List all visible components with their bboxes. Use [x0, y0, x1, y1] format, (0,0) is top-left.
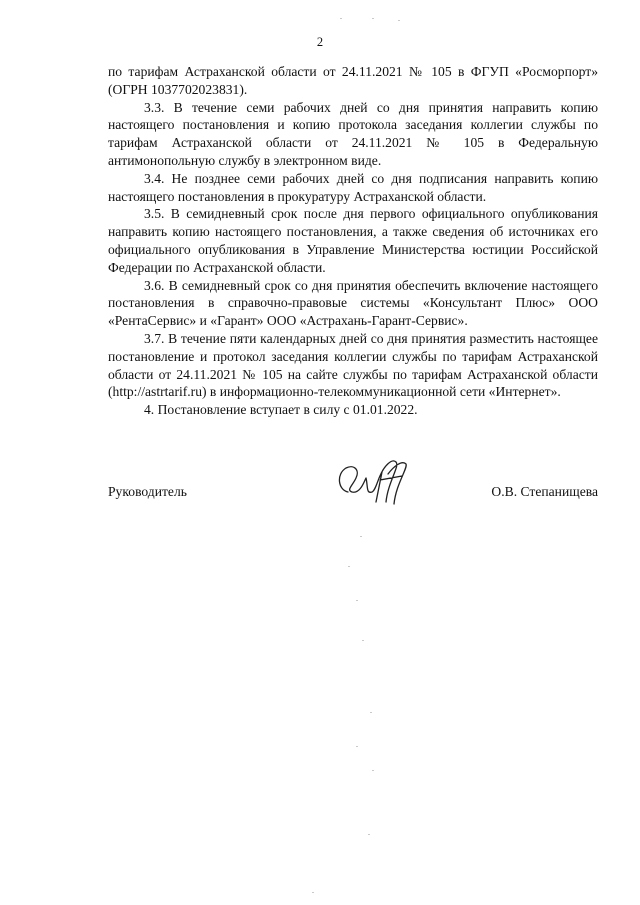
- scan-artifact: [370, 712, 372, 713]
- scan-artifact: [368, 834, 370, 835]
- scan-artifact: [398, 20, 400, 21]
- scan-artifact: [356, 746, 358, 747]
- scan-artifact: [356, 600, 358, 601]
- paragraph-3-4: 3.4. Не позднее семи рабочих дней со дня подписания направить копию настоящего постановления в прокуратуру Астраханской области.: [108, 170, 598, 204]
- document-body: [108, 63, 598, 419]
- handwritten-signature: [330, 452, 412, 508]
- signatory-name: О.В. Степанищева: [491, 484, 598, 499]
- scan-artifact: [372, 770, 374, 771]
- paragraph-3-7: 3.7. В течение пяти календарных дней со дня принятия разместить настоящее постановление и протокол заседания коллегии службы по тарифам Астраханской области от 24.11.2021 № 105 на сайте службы по тарифам Астраханской области (http://astrtarif.ru) в информационно-телекоммуникационной сети «Интернет».: [108, 330, 598, 400]
- paragraph-continuation: по тарифам Астраханской области от 24.11.2021 № 105 в ФГУП «Росморпорт» (ОГРН 1037702023831).: [108, 64, 598, 97]
- signatory-title: Руководитель: [108, 484, 187, 499]
- paragraph-3-6: 3.6. В семидневный срок со дня принятия обеспечить включение настоящего постановления в справочно-правовые системы «Консультант Плюс» ООО «РентаСервис» и «Гарант» ООО «Астрахань-Гарант-Сервис».: [108, 277, 598, 329]
- scan-artifact: [360, 536, 362, 537]
- scan-artifact: [348, 566, 350, 567]
- paragraph-3-3: 3.3. В течение семи рабочих дней со дня принятия направить копию настоящего постановления и копию протокола заседания коллегии службы по тарифам Астраханской области от 24.11.2021 № 105 в Федеральную антимонопольную службу в электронном виде.: [108, 99, 598, 168]
- paragraph-4: 4. Постановление вступает в силу с 01.01.2022.: [144, 402, 418, 418]
- scan-artifact: [362, 640, 364, 641]
- paragraph-3-5: 3.5. В семидневный срок после дня первого официального опубликования направить копию настоящего постановления, а также сведения об источниках его официального опубликования в Управление Министерства юстиции Российской Федерации по Астраханской области.: [108, 206, 598, 275]
- scan-artifact: [312, 892, 314, 893]
- page-number: 2: [316, 35, 324, 49]
- signature-block: [108, 476, 598, 536]
- scan-artifact: [340, 18, 342, 19]
- scan-artifact: [372, 18, 374, 19]
